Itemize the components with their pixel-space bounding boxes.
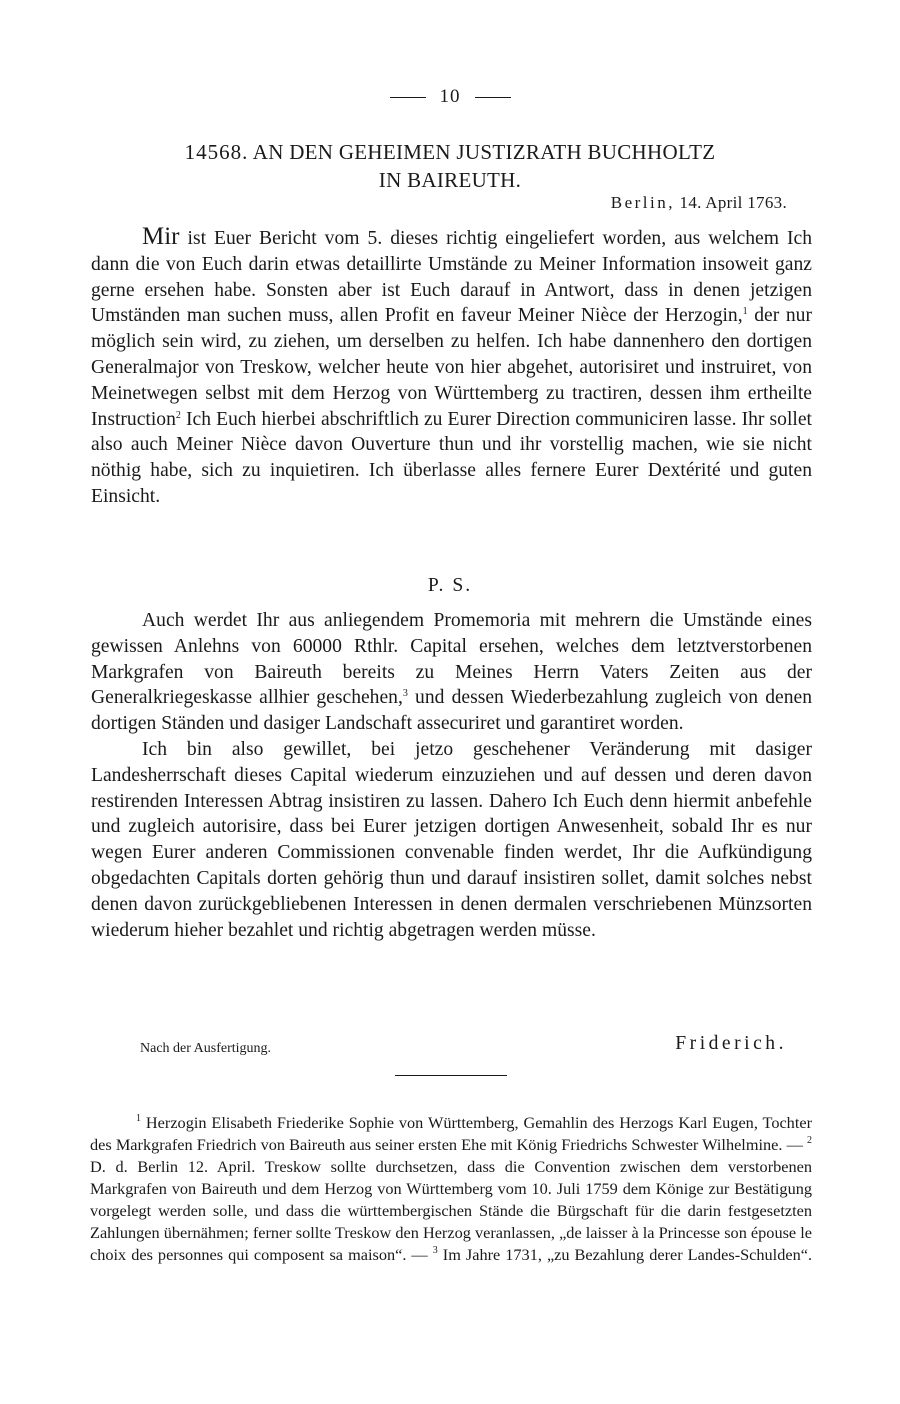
heading-line-1 — [90, 138, 810, 166]
page-number-dash-right — [475, 97, 511, 98]
dateline-date: 14. April 1763. — [679, 193, 787, 212]
footnote-mark-1: 1 — [136, 1113, 141, 1124]
postscript-paragraph-1 — [91, 608, 812, 737]
footnote-text-2: D. d. Berlin 12. April. Treskow sollte durchsetzen, dass die Convention zwischen dem verstorbenen Markgrafen von Baireuth und dem Herzog von Württemberg vom 10. Juli 1759 dem Könige zur Bestätigung vorgelegt werden solle, und dass die württembergischen Stände die Bürgschaft für die darin festgesetzten Zahlungen übernähmen; ferner sollte Treskow den Herzog veranlassen, „de laisser à la Princesse son épouse le choix des personnes qui composent sa maison“. — — [90, 1157, 812, 1264]
footnote-ref-2: 2 — [175, 409, 181, 421]
postscript-text-1b: und dessen Wiederbezahlung zugleich von denen dortigen Ständen und dasiger Landschaft assecuriret und garantiret worden. — [91, 687, 813, 735]
footnote-text-3: Im Jahre 1731, „zu Bezahlung derer Landes-Schulden“. — [437, 1245, 813, 1264]
footnotes — [90, 1112, 812, 1266]
footnote-text-1: Herzogin Elisabeth Friederike Sophie von Württemberg, Gemahlin des Herzogs Karl Eugen, Tochter des Markgrafen Friedrich von Baireuth aus seiner ersten Ehe mit König Friedrichs Schwester Wilhelmine. — — [90, 1113, 812, 1154]
signature: Friderich. — [675, 1033, 787, 1054]
source-note: Nach der Ausfertigung. — [140, 1041, 272, 1056]
page-number-dash-left — [390, 97, 426, 98]
letter-paragraph — [91, 224, 812, 510]
footnote-mark-2: 2 — [807, 1135, 812, 1146]
page-number — [0, 86, 900, 108]
page-number-text: 10 — [439, 86, 461, 107]
footnote-ref-3: 3 — [402, 688, 408, 700]
footnote-mark-3: 3 — [432, 1245, 438, 1256]
postscript-label: P. S. — [427, 575, 473, 596]
letter-text-1: ist Euer Bericht vom 5. dieses richtig eingeliefert worden, aus welchem Ich dann die von Euch darin etwas detaillirte Umstände zu Meiner Information insoweit ganz gerne ersehen habe. Sonsten aber ist Euch darauf in Antwort, dass in denen jetzigen Umständen man suchen muss, allen Profit en faveur Meiner Nièce der Herzogin, — [91, 228, 812, 327]
footnote-block — [90, 1112, 812, 1266]
dateline-place: Berlin, — [610, 193, 675, 212]
letter-text-3: Ich Euch hierbei abschriftlich zu Eurer Direction communiciren lasse. Ihr sollet also auch Meiner Nièce davon Ouverture thun und ihr vorstellig machen, wie sie nicht nöthig habe, sich zu inquietiren. Ich überlasse alles fernere Eurer Dextérité und guten Einsicht. — [91, 408, 812, 507]
dateline — [611, 193, 787, 213]
postscript-body — [91, 608, 812, 943]
letter-heading — [90, 138, 810, 194]
heading-line-2: IN BAIREUTH. — [378, 168, 522, 192]
postscript-text-1a: Auch werdet Ihr aus anliegendem Promemoria mit mehrern die Umstände eines gewissen Anlehns von 60000 Rthlr. Capital ersehen, welches dem letztverstorbenen Markgrafen von Baireuth bereits zu Meines Herrn Vaters Zeiten aus der Generalkriegeskasse allhier geschehen, — [91, 610, 812, 709]
letter-text-2: der nur möglich sein wird, zu ziehen, um derselben zu helfen. Ich habe dannenhero den dortigen Generalmajor von Treskow, welcher heute von hier abgehet, autorisiret und instruiret, von Meinetwegen selbst mit dem Herzog von Württemberg zu tractiren, dessen ihm ertheilte Instruction — [91, 305, 813, 430]
footnote-divider — [395, 1075, 507, 1076]
footnote-ref-1: 1 — [742, 306, 748, 318]
letter-body — [91, 224, 812, 510]
letter-number: 14568. — [184, 140, 249, 164]
letter-initial-word: Mir — [142, 223, 180, 250]
postscript-paragraph-2: Ich bin also gewillet, bei jetzo geschehener Veränderung mit dasiger Landesherrschaft dieses Capital wiederum einzuziehen und auf dessen und deren davon restirenden Interessen Abtrag insistiren zu lassen. Dahero Ich Euch denn hiermit anbefehle und zugleich autorisire, dass bei Eurer jetzigen dortigen Anwesenheit, sobald Ihr es nur wegen Eurer anderen Commissionen convenable finden werdet, Ihr die Aufkündigung obgedachten Capitals dorten gehörig thun und darauf insistiren sollet, damit solches nebst denen davon zurückgebliebenen Interessen in denen dermalen verschriebenen Münzsorten wiederum hieher bezahlet und richtig abgetragen werden müsse. — [91, 738, 812, 941]
heading-recipient: AN DEN GEHEIMEN JUSTIZRATH BUCHHOLTZ — [252, 140, 716, 164]
